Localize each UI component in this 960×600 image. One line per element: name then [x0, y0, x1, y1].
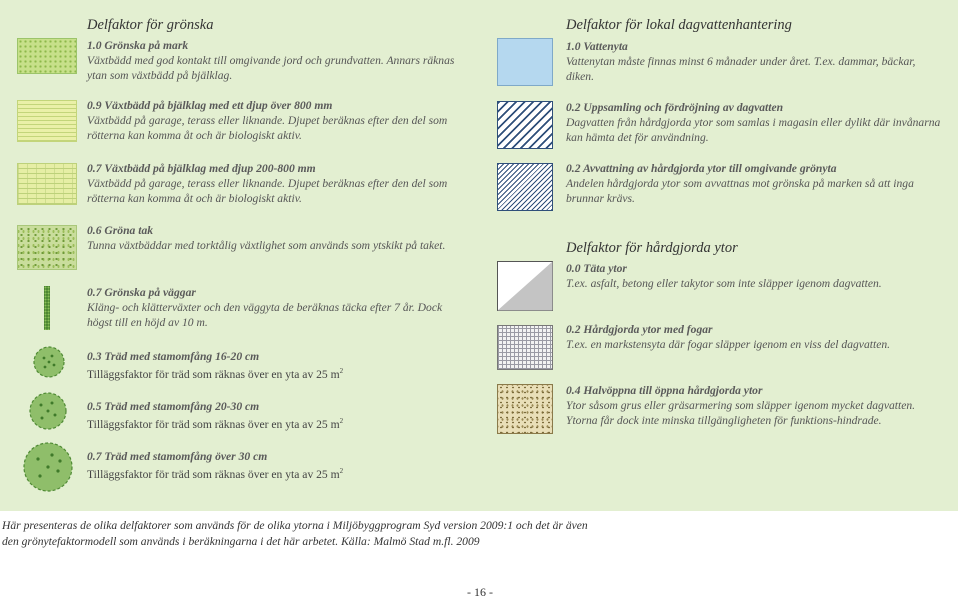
swatch-fogar: [497, 325, 553, 370]
swatch-vaxtbadd-djup: [17, 100, 77, 142]
swatch-tata-ytor: [497, 261, 553, 311]
tree-large-icon: [22, 441, 74, 493]
item-trad-20-30: 0.5 Träd med stamomfång 20-30 cm Tilläggsfaktor för träd som räknas över en yta av 25 $m^2$: [87, 400, 344, 432]
item-trad-over-30: 0.7 Träd med stamomfång över 30 cm Tilläggsfaktor för träd som räknas över en yta av 25 $m^2$: [87, 450, 344, 482]
tree-medium-icon: [28, 391, 68, 431]
heading-hardgjorda: Delfaktor för hårdgjorda ytor: [566, 240, 738, 256]
swatch-gronska-mark: [17, 38, 77, 74]
item-fogar: 0.2 Hårdgjorda ytor med fogar T.ex. en markstensyta där fogar släpper igenom en viss del dagvatten.: [566, 323, 891, 352]
item-vaxtbadd-djup: 0.9 Växtbädd på bjälklag med ett djup över 800 mm Växtbädd på garage, terass eller liknande. Djupet beräknas efter den del som rötterna kan komma åt och är biologiskt aktiv.: [87, 99, 448, 143]
item-vaxtbadd-200-800: 0.7 Växtbädd på bjälklag med djup 200-800 mm Växtbädd på garage, terass eller liknande. Djupet beräknas efter den del som rötterna kan komma åt och är biologiskt aktiv.: [87, 162, 448, 206]
item-halvoppna: 0.4 Halvöppna till öppna hårdgjorda ytor Ytor såsom grus eller gräsarmering som släpper igenom mycket dagvatten. Ytorna får dock inte minska tillgängligheten för funktions-hindrade.: [566, 384, 916, 428]
item-gronska-vaggar: 0.7 Grönska på väggar Kläng- och klätterväxter och den väggyta de beräknas täcka efter 7 år. Dock högst till en höjd av 10 m.: [87, 286, 443, 330]
swatch-avvattning: [497, 163, 553, 211]
tree-small-icon: [32, 345, 66, 379]
swatch-uppsamling: [497, 101, 553, 149]
item-tata-ytor: 0.0 Täta ytor T.ex. asfalt, betong eller takytor som inte släpper igenom dagvatten.: [566, 262, 882, 291]
item-vattenyta: 1.0 Vattenyta Vattenytan måste finnas minst 6 månader under året. T.ex. dammar, bäckar, diken.: [566, 40, 916, 84]
swatch-grona-tak: [17, 225, 77, 270]
item-grona-tak: 0.6 Gröna tak Tunna växtbäddar med torktålig växtlighet som används som ytskikt på taket.: [87, 224, 446, 253]
item-trad-16-20: 0.3 Träd med stamomfång 16-20 cm Tilläggsfaktor för träd som räknas över en yta av 25 $m^2$: [87, 350, 344, 382]
swatch-gronska-vaggar: [44, 286, 50, 330]
heading-gronska: Delfaktor för grönska: [87, 17, 214, 33]
item-uppsamling: 0.2 Uppsamling och fördröjning av dagvatten Dagvatten från hårdgjorda ytor som samlas i magasin eller dylikt där invånarna kan hämta det för användning.: [566, 101, 941, 145]
item-avvattning: 0.2 Avvattning av hårdgjorda ytor till omgivande grönyta Andelen hårdgjorda ytor som avvattnas mot grönska på marken så att inga brunnar krävs.: [566, 162, 914, 206]
heading-dagvatten: Delfaktor för lokal dagvattenhantering: [566, 17, 792, 33]
page-number: - 16 -: [467, 585, 493, 599]
item-gronska-mark: 1.0 Grönska på mark Växtbädd med god kontakt till omgivande jord och grundvatten. Annars räknas ytan som växtbädd på bjälklag.: [87, 39, 455, 83]
swatch-halvoppna: [497, 384, 553, 434]
figure-caption: Här presenteras de olika delfaktorer som används för de olika ytorna i Miljöbyggprogram Syd version 2009:1 och det är även den grönytefaktormodell som används i beräkningarna i det här arbetet. Källa: Malmö Stad m.fl. 2009: [2, 519, 588, 548]
swatch-vattenyta: [497, 38, 553, 86]
swatch-vaxtbadd-200-800: [17, 163, 77, 205]
